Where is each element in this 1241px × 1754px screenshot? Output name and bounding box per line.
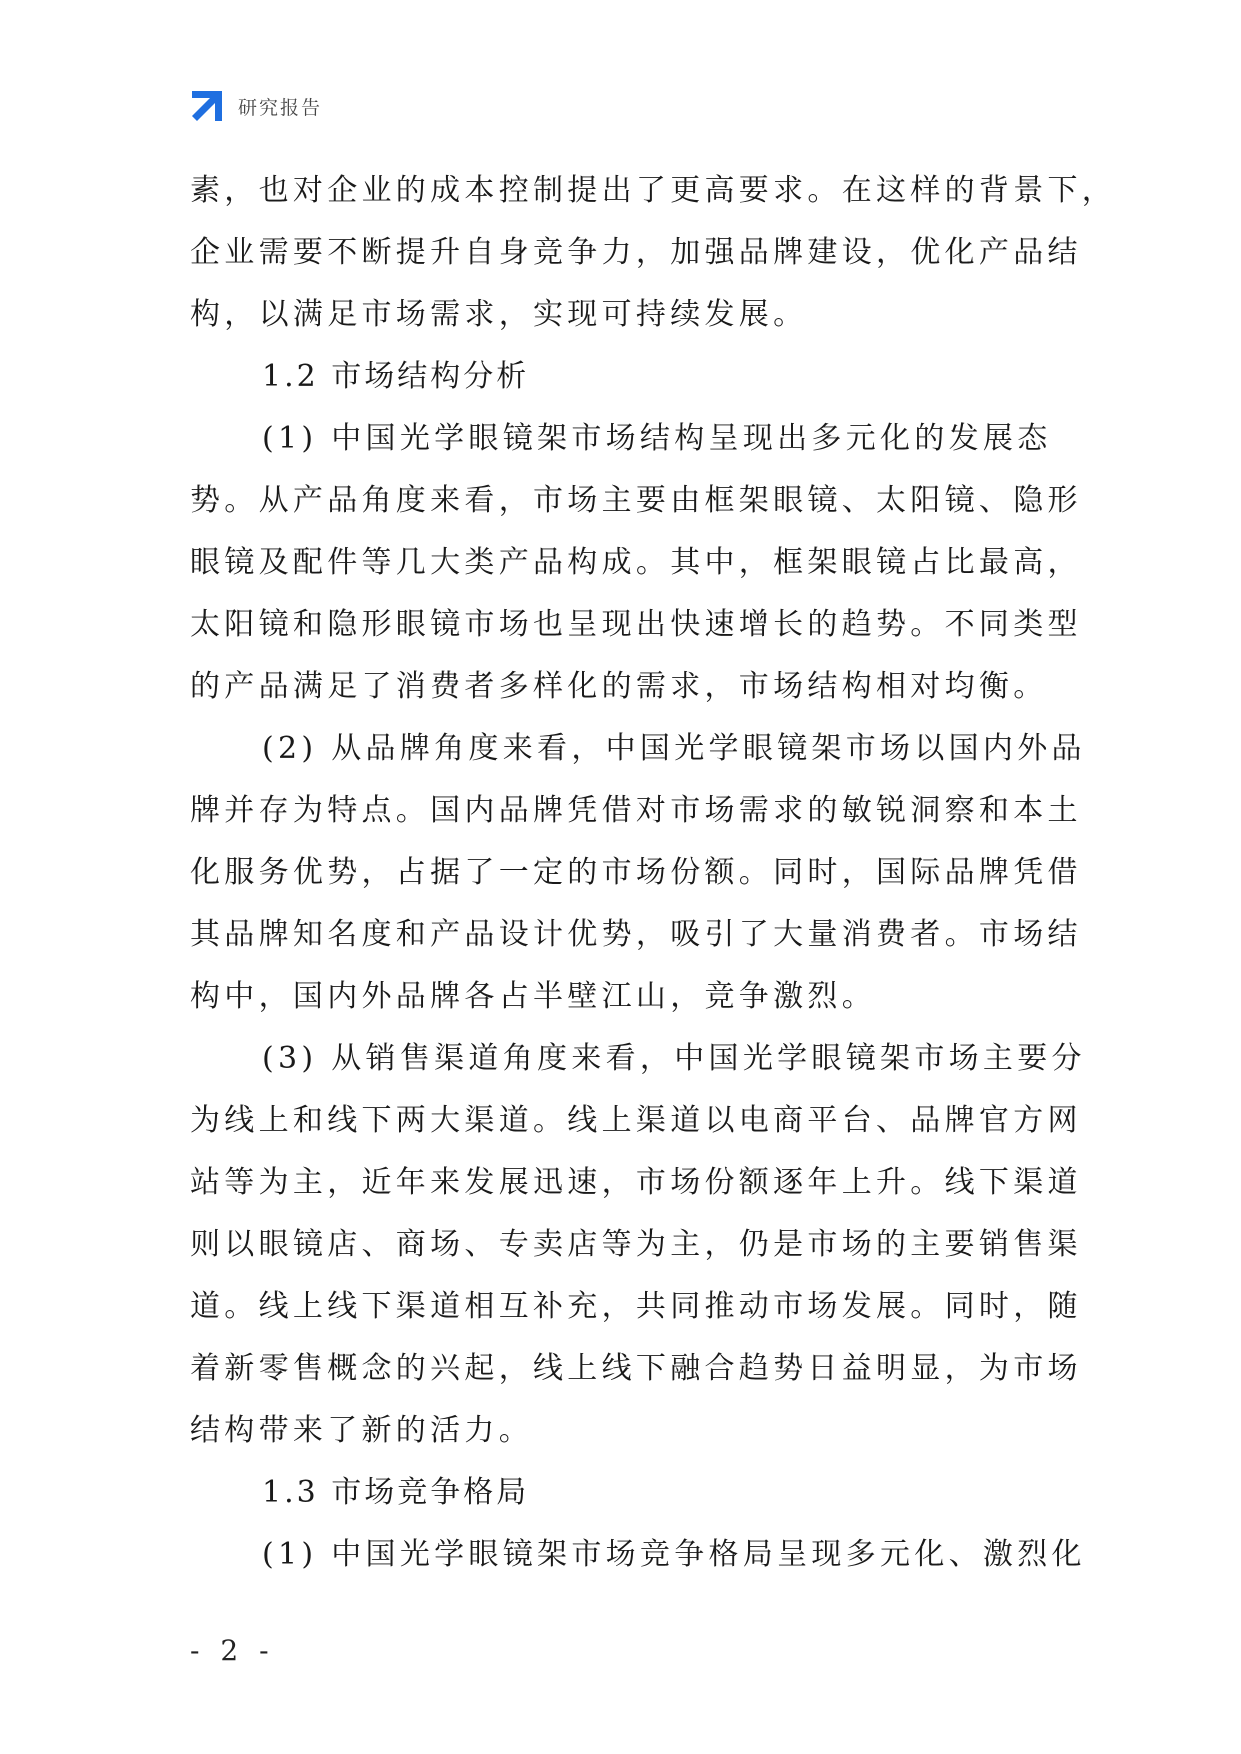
body-line: 着新零售概念的兴起，线上线下融合趋势日益明显，为市场 <box>190 1351 1082 1386</box>
body-line: (1) 中国光学眼镜架市场结构呈现出多元化的发展态 <box>262 421 1052 456</box>
arrow-up-right-icon <box>190 89 224 123</box>
body-line: 其品牌知名度和产品设计优势，吸引了大量消费者。市场结 <box>190 917 1082 952</box>
body-line: 结构带来了新的活力。 <box>190 1413 533 1448</box>
section-heading-1-3: 1.3 市场竞争格局 <box>262 1475 530 1510</box>
body-line: 牌并存为特点。国内品牌凭借对市场需求的敏锐洞察和本土 <box>190 793 1082 828</box>
body-line: 企业需要不断提升自身竞争力，加强品牌建设，优化产品结 <box>190 235 1082 270</box>
body-line: 为线上和线下两大渠道。线上渠道以电商平台、品牌官方网 <box>190 1103 1082 1138</box>
body-line: 构，以满足市场需求，实现可持续发展。 <box>190 297 808 332</box>
body-line: 道。线上线下渠道相互补充，共同推动市场发展。同时，随 <box>190 1289 1082 1324</box>
body-line: 素，也对企业的成本控制提出了更高要求。在这样的背景下， <box>190 173 1117 208</box>
page-header <box>190 88 322 124</box>
body-line: 化服务优势，占据了一定的市场份额。同时，国际品牌凭借 <box>190 855 1082 890</box>
body-line: 则以眼镜店、商场、专卖店等为主，仍是市场的主要销售渠 <box>190 1227 1082 1262</box>
body-line: 太阳镜和隐形眼镜市场也呈现出快速增长的趋势。不同类型 <box>190 607 1082 642</box>
section-heading-1-2: 1.2 市场结构分析 <box>262 359 530 394</box>
body-line: 眼镜及配件等几大类产品构成。其中，框架眼镜占比最高， <box>190 545 1082 580</box>
body-line: 构中，国内外品牌各占半壁江山，竞争激烈。 <box>190 979 876 1014</box>
body-line: (2) 从品牌角度来看，中国光学眼镜架市场以国内外品 <box>262 731 1086 766</box>
body-line: (1) 中国光学眼镜架市场竞争格局呈现多元化、激烈化 <box>262 1537 1086 1572</box>
document-body <box>190 160 1117 1586</box>
header-title: 研究报告 <box>238 96 323 119</box>
body-line: (3) 从销售渠道角度来看，中国光学眼镜架市场主要分 <box>262 1041 1086 1076</box>
body-line: 势。从产品角度来看，市场主要由框架眼镜、太阳镜、隐形 <box>190 483 1082 518</box>
page-number: - 2 - <box>190 1634 275 1667</box>
body-line: 的产品满足了消费者多样化的需求，市场结构相对均衡。 <box>190 669 1048 704</box>
body-line: 站等为主，近年来发展迅速，市场份额逐年上升。线下渠道 <box>190 1165 1082 1200</box>
